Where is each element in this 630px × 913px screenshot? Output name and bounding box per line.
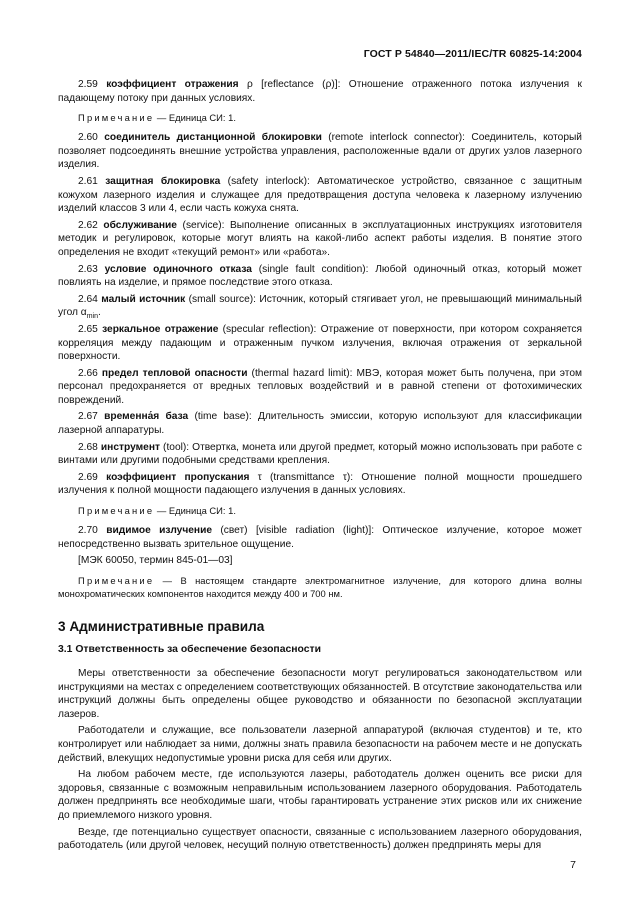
- note-si-unit: Примечание — Единица СИ: 1.: [78, 112, 236, 124]
- page-number: 7: [570, 859, 576, 871]
- paragraph: Работодатели и служащие, все пользователи лазерной аппаратурой (включая студентов) и те, кто контролирует или наблюдает за ними, должны знать правила безопасности на рабочем месте и не допускать действий, влекущих недопустимые уровни риска для себя или других.: [58, 725, 582, 764]
- definition-2-69: 2.69 коэффициент пропускания τ (transmittance τ): Отношение полной мощности прошедшего излучения к полной мощности падающего излучения в данных условиях.: [58, 471, 582, 497]
- term: коэффициент пропускания: [106, 471, 250, 483]
- term: защитная блокировка: [105, 175, 221, 187]
- definition-2-62: 2.62 обслуживание (service): Выполнение описанных в эксплуатационных инструкциях изготовителя методик и регулировок, которые могут влиять на какой-либо аспект работы изделия. В понятие этого определения не входит «текущий ремонт» или «работа».: [58, 219, 582, 258]
- page-content: [58, 78, 582, 856]
- note-si-unit: Примечание — Единица СИ: 1.: [78, 505, 236, 517]
- definition-2-59: 2.59 коэффициент отражения ρ [reflectance (ρ)]: Отношение отраженного потока излучения к падающему потоку при данных условиях.: [58, 79, 582, 104]
- iec-reference: [МЭК 60050, термин 845-01—03]: [78, 555, 233, 567]
- definition-2-65: 2.65 зеркальное отражение (specular reflection): Отражение от поверхности, при котором сохраняется корреляция между падающим и отраженным пучком излучения, включая отражения от зеркальной поверхности.: [58, 323, 582, 363]
- term: зеркальное отражение: [102, 323, 219, 335]
- definition-2-68: 2.68 инструмент (tool): Отвертка, монета или другой предмет, который можно использовать при работе с винтами или другими подобными средствами крепления.: [58, 441, 582, 467]
- standard-header: ГОСТ Р 54840—2011/IEC/TR 60825-14:2004: [363, 48, 582, 60]
- term: соединитель дистанционной блокировки: [104, 132, 322, 144]
- section-title: 3 Административные правила: [58, 618, 265, 634]
- term: условие одиночного отказа: [104, 263, 252, 275]
- paragraph: Меры ответственности за обеспечение безопасности могут регулироваться законодательством или инструкциями на местах с определением соответствующих обязанностей. В отсутствие законодательства или инструкций должны быть определены общее руководство и обязанности по безопасной эксплуатации лазеров.: [58, 668, 582, 720]
- term: временна́я база: [104, 411, 189, 423]
- term: инструмент: [100, 441, 160, 453]
- term: видимое излучение: [106, 525, 213, 537]
- definition-2-70: 2.70 видимое излучение (свет) [visible radiation (light)]: Оптическое излучение, которое может непосредственно вызвать зрительное ощущение.: [58, 525, 582, 550]
- definition-2-64: 2.64 малый источник (small source): Источник, который стягивает угол, не превышающий минимальный угол $\alpha_{min}$.: [58, 293, 582, 321]
- term: коэффициент отражения: [106, 79, 239, 90]
- definition-2-67: 2.67 временна́я база (time base): Длительность эмиссии, которую используют для классификации лазерной аппаратуры.: [58, 411, 582, 437]
- term: обслуживание: [103, 219, 177, 231]
- definition-2-63: 2.63 условие одиночного отказа (single fault condition): Любой одиночный отказ, который может повлиять на изделие, и прямое последствие этого отказа.: [58, 263, 582, 289]
- term: малый источник: [101, 293, 186, 305]
- definition-2-66: 2.66 предел тепловой опасности (thermal hazard limit): МВЭ, которая может быть получена, при этом персонал предохраняется от вредных тепловых воздействий и в равной степени от фотохимических повреждений.: [58, 367, 582, 406]
- note-visible-light: Примечание — В настоящем стандарте электромагнитное излучение, для которого длина волны монохроматических компонентов находится между 400 и 700 нм.: [58, 574, 582, 599]
- term: предел тепловой опасности: [101, 367, 248, 379]
- paragraph: На любом рабочем месте, где используются лазеры, работодатель должен оценить все риски для здоровья, связанные с возможным неправильным использованием лазерного оборудования. Работодатель должен предпринять все необходимые шаги, чтобы гарантировать устранение этих рисков или их снижение до приемлемого низкого уровня.: [58, 769, 582, 821]
- definition-2-60: 2.60 соединитель дистанционной блокировки (remote interlock connector): Соединитель, который позволяет подсоединять внешние устройства управления, расположенные вдали от других узлов лазерного изделия.: [58, 132, 583, 171]
- subsection-title: 3.1 Ответственность за обеспечение безопасности: [58, 644, 321, 656]
- paragraph: Везде, где потенциально существует опасности, связанные с использованием лазерного оборудования, работодатель (или другой человек, несущий полную ответственность) должен предпринять меры для: [58, 826, 582, 852]
- definition-2-61: 2.61 защитная блокировка (safety interlock): Автоматическое устройство, связанное с защитным кожухом лазерного изделия и служащее для предотвращения доступа человека к лазерному излучению изделий классов 3 или 4, если часть кожуха снята.: [58, 175, 582, 215]
